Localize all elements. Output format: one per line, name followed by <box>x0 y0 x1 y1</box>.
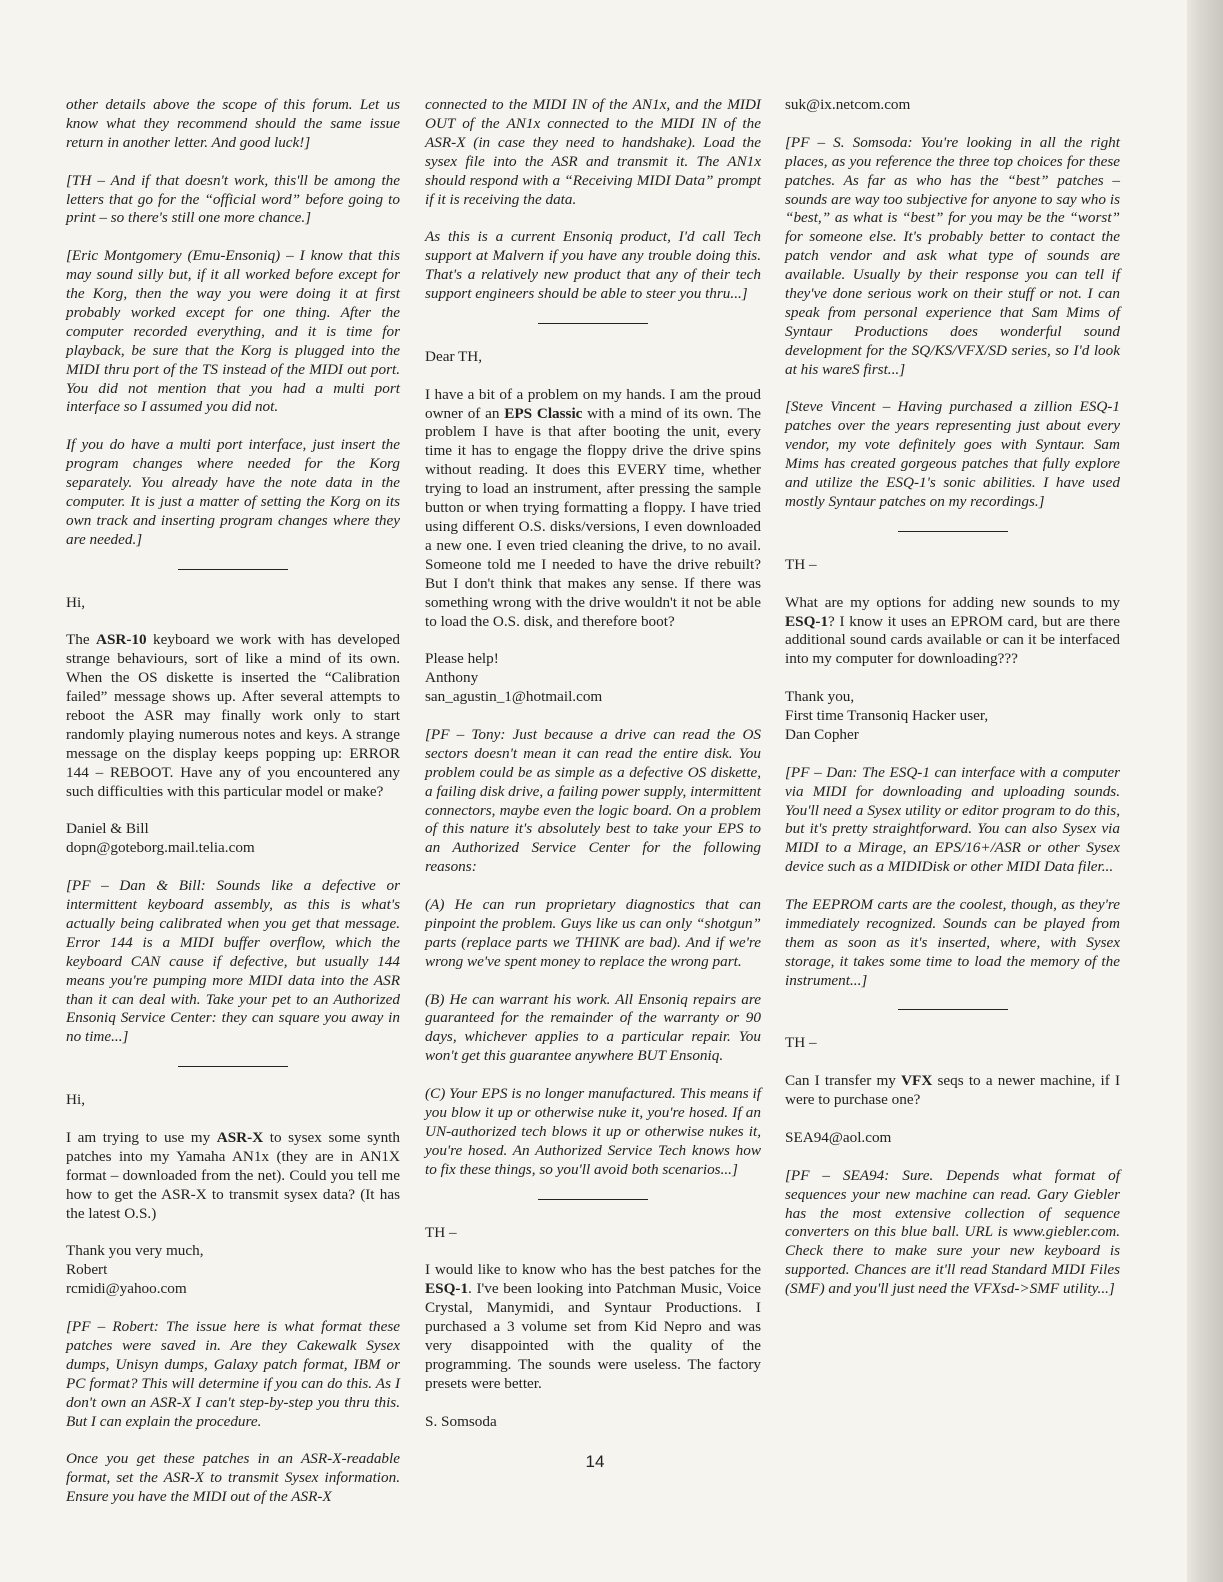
letter-paragraph: I have a bit of a problem on my hands. I am the proud owner of an EPS Classic with a mind of its own. The problem I have is that after booting the unit, every time it has to engage the floppy drive the drive spins without reading. It does this EVERY time, whether trying to load an instrument, after pressing the sample button or when trying formatting a floppy. I have tried using different O.S. disks/versions, I even downloaded a new one. I even tried cleaning the drive, to no avail. Someone told me I needed to have the drive rebuilt? But I don't think that makes any sense. If there was something wrong with the drive wouldn't it not be able to load the O.S. disk, and therefore boot? <box>425 385 761 630</box>
product-name: ESQ-1 <box>785 612 829 630</box>
letter-paragraph: I am trying to use my ASR-X to sysex some synth patches into my Yamaha AN1x (they are in AN1X format – downloaded from the net). Could you tell me how to get the ASR-X to transmit sysex data? (It has the latest O.S.) <box>66 1128 400 1222</box>
editor-reply: As this is a current Ensoniq product, I'd call Tech support at Malvern if you have any trouble doing this. That's a relatively new product that any of their tech support engineers should be able to steer you thru...] <box>425 228 761 303</box>
email-address: SEA94@aol.com <box>785 1128 892 1146</box>
editor-reply: (C) Your EPS is no longer manufactured. This means if you blow it up or otherwise nuke it, you're hosed. If an UN-authorized tech blows it up or otherwise nukes it, you're hosed. An Authorized Service Tech knows how to fix these things, so you'll avoid both scenarios...] <box>425 1085 761 1178</box>
column-right <box>785 96 1120 1299</box>
section-divider <box>178 569 288 570</box>
product-name: ASR-X <box>216 1128 264 1146</box>
product-name: EPS Classic <box>504 404 583 422</box>
editor-reply: [PF – Tony: Just because a drive can read the OS sectors doesn't mean it can read the entire disk. You problem could be as simple as a defective OS diskette, a failing disk drive, a failing power supply, intermittent connectors, maybe even the logic board. On a problem of this nature it's absolutely best to take your EPS to an Authorized Service Center for the following reasons: <box>425 725 761 876</box>
letter-paragraph: I would like to know who has the best patches for the ESQ-1. I've been looking into Patchman Music, Voice Crystal, Manymidi, and Syntaur Productions. I purchased a 3 volume set from Kid Nepro and was very disappointed with the quality of the programming. The sounds were useless. The factory presets were better. <box>425 1261 761 1392</box>
product-name: VFX <box>901 1072 933 1090</box>
greeting: Hi, <box>66 593 85 611</box>
letter-paragraph: Can I transfer my VFX seqs to a newer machine, if I were to purchase one? <box>785 1072 1121 1109</box>
section-divider <box>538 323 648 324</box>
greeting: TH – <box>425 1223 457 1241</box>
page-number: 14 <box>585 1452 605 1471</box>
editor-reply: [PF – Dan: The ESQ-1 can interface with a computer via MIDI for downloading and uploading sounds. You'll need a Sysex utility or editor program to do this, but it's pretty straightforward. You can also Sysex via MIDI to a Mirage, an EPS/16+/ASR or other Sysex device such as a MIDIDisk or other MIDI Data filer... <box>785 763 1120 876</box>
editor-reply: [Steve Vincent – Having purchased a zillion ESQ-1 patches over the years representing just about every vendor, my vote definitely goes with Syntaur. Sam Mims has created gorgeous patches that fully explore and utilize the ESQ-1's sonic abilities. I have used mostly Syntaur patches on my recordings.] <box>785 398 1120 510</box>
editor-reply: If you do have a multi port interface, just insert the program changes where needed for the Korg separately. You already have the note data in the computer. It is just a matter of setting the Korg on its own track and inserting program changes where they are needed.] <box>66 436 400 548</box>
greeting: TH – <box>785 555 817 573</box>
editor-reply: The EEPROM carts are the coolest, though, as they're immediately recognized. Sounds can be played from them as soon as it's inserted, where, with Sysex storage, it takes some time to load the memory of the instrument...] <box>785 896 1120 989</box>
editor-reply: [PF – Dan & Bill: Sounds like a defective or intermittent keyboard assembly, as this is what's actually being calibrated when you get that message. Error 144 is a MIDI buffer overflow, which the keyboard CAN cause if defective, but usually 144 means you're pumping more MIDI data into the ASR than it can deal with. Take your pet to an Authorized Ensoniq Service Center: they can square you away in no time...] <box>66 877 400 1046</box>
letter-signature: Please help! Anthony san_agustin_1@hotmail.com <box>425 650 603 706</box>
section-divider <box>538 1199 648 1200</box>
editor-reply: (A) He can run proprietary diagnostics that can pinpoint the problem. Guys like us can only “shotgun” parts (replace parts we THINK are bad). And if we're wrong we've spent money to replace the wrong part. <box>425 896 761 970</box>
email-address: rcmidi@yahoo.com <box>66 1280 187 1298</box>
column-middle <box>425 96 761 1431</box>
email-address: suk@ix.netcom.com <box>785 96 911 113</box>
section-divider <box>898 1009 1008 1010</box>
editor-reply: other details above the scope of this forum. Let us know what they recommend should the same issue return in another letter. And good luck!] <box>66 96 400 151</box>
editor-reply: (B) He can warrant his work. All Ensoniq repairs are guaranteed for the remainder of the warranty or 90 days, whichever applies to a particular repair. You won't get this guarantee anywhere BUT Ensoniq. <box>425 990 761 1065</box>
greeting: Hi, <box>66 1091 85 1109</box>
product-name: ASR-10 <box>96 631 147 649</box>
email-address: dopn@goteborg.mail.telia.com <box>66 839 255 857</box>
editor-reply: [PF – SEA94: Sure. Depends what format of sequences your new machine can read. Gary Giebler has the most extensive collection of sequence converters on this blue ball. URL is www.giebler.com. Check there to make sure your new keyboard is supported. Chances are it'll read Standard MIDI Files (SMF) and you'll just need the VFXsd->SMF utility...] <box>785 1166 1120 1298</box>
editor-reply: [PF – Robert: The issue here is what format these patches were saved in. Are they Cakewalk Sysex dumps, Unisyn dumps, Galaxy patch format, IBM or PC format? This will determine if you can do this. As I don't own an ASR-X I can't step-by-step you thru this. But I can explain the procedure. <box>66 1318 400 1430</box>
letter-signature: Thank you very much, Robert rcmidi@yahoo.com <box>66 1242 204 1298</box>
editor-reply: [Eric Montgomery (Emu-Ensoniq) – I know that this may sound silly but, if it all worked before except for the Korg, then the way you were doing it at first probably worked except for one thing. After the computer recorded everything, and it is time for playback, be sure that the Korg is plugged into the MIDI thru port of the TS instead of the MIDI out port. You did not mention that you had a multi port interface so I assumed you did not. <box>66 247 400 416</box>
letter-paragraph: The ASR-10 keyboard we work with has developed strange behaviours, sort of like a mind of its own. When the OS diskette is inserted the “Calibration failed” message shows up. After several attempts to reboot the ASR may finally work only to start randomly playing numerous notes and keys. A strange message on the display keeps popping up: ERROR 144 – REBOOT. Have any of you encountered any such difficulties with this particular model or make? <box>66 631 400 800</box>
letter-paragraph: What are my options for adding new sounds to my ESQ-1? I know it uses an EPROM card, but are there additional sound cards available or can it be interfaced into my computer for downloading??? <box>785 593 1120 668</box>
section-divider <box>178 1066 288 1067</box>
column-left <box>66 96 400 1507</box>
page-edge <box>1187 0 1223 1582</box>
letter-signature: Thank you, First time Transoniq Hacker user, Dan Copher <box>785 688 989 743</box>
editor-reply: [TH – And if that doesn't work, this'll be among the letters that go for the “official word” before going to print – so there's still one more chance.] <box>66 171 400 227</box>
section-divider <box>898 531 1008 532</box>
editor-reply: connected to the MIDI IN of the AN1x, and the MIDI OUT of the AN1x connected to the MIDI IN of the ASR-X (in case they need to handshake). Load the sysex file into the ASR and transmit it. The AN1x should respond with a “Receiving MIDI Data” prompt if it is receiving the data. <box>425 96 761 208</box>
email-address: san_agustin_1@hotmail.com <box>425 688 603 706</box>
product-name: ESQ-1 <box>425 1280 469 1298</box>
letter-signature: Daniel & Bill dopn@goteborg.mail.telia.com <box>66 820 255 857</box>
letter-signature: S. Somsoda <box>425 1412 497 1430</box>
greeting: Dear TH, <box>425 347 483 365</box>
greeting: TH – <box>785 1034 817 1052</box>
editor-reply: Once you get these patches in an ASR-X-readable format, set the ASR-X to transmit Sysex information. Ensure you have the MIDI out of the ASR-X <box>66 1450 400 1506</box>
editor-reply: [PF – S. Somsoda: You're looking in all the right places, as you reference the three top choices for these patches. As far as who has the “best” patches – sounds are way too subjective for anyone to say who is “best,” as what is “best” for you may be the “worst” for someone else. It's probably better to contact the patch vendor and ask what type of sounds are available. Usually by their response you can tell if they've done serious work on their stuff or not. I can speak from personal experience that Sam Mims of Syntaur Productions does wonderful sound development for the SQ/KS/VFX/SD series, so I'd look at his wareS first...] <box>785 133 1120 378</box>
